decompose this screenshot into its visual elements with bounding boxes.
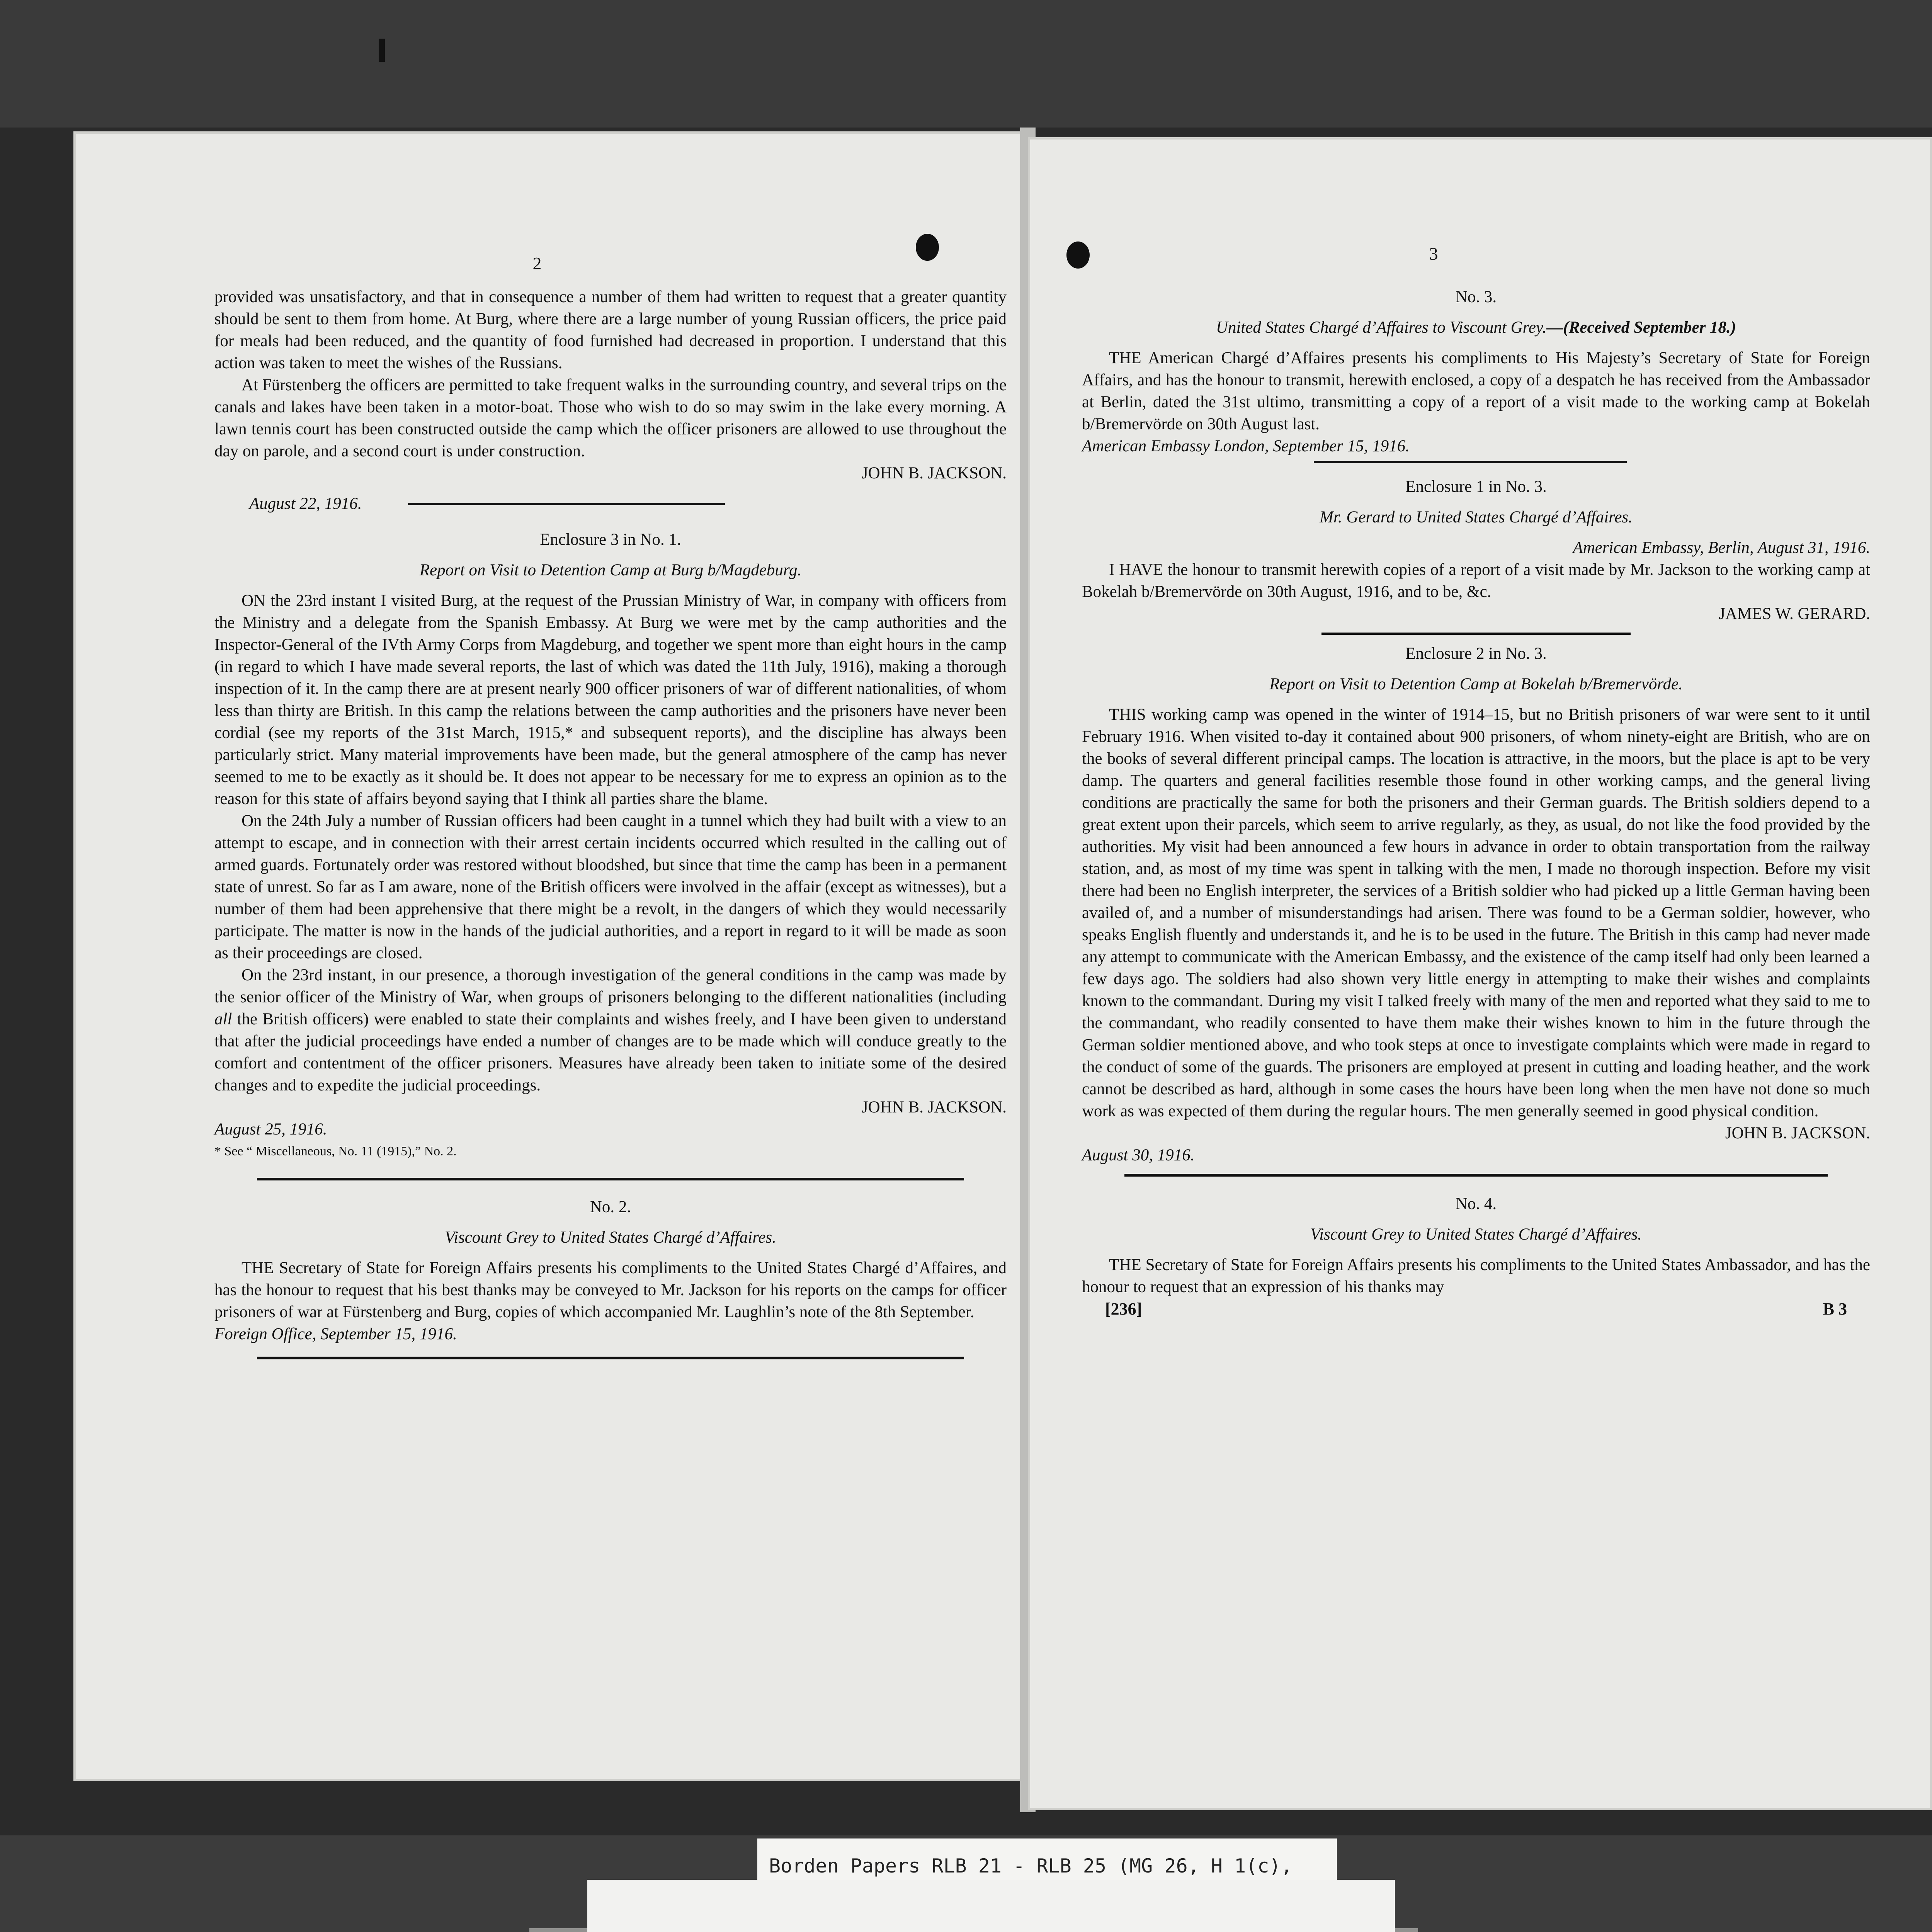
divider [1321, 633, 1631, 635]
label-line: Borden Papers RLB 21 - RLB 25 (MG 26, H 1(c), [769, 1855, 1293, 1877]
section-title: Mr. Gerard to United States Chargé d’Affaires. [1320, 508, 1633, 526]
divider [1314, 461, 1627, 463]
paragraph [214, 964, 1007, 1096]
section-title: Report on Visit to Detention Camp at Bokelah b/Bremervörde. [1269, 675, 1683, 693]
paragraph: I HAVE the honour to transmit herewith copies of a report of a visit made by Mr. Jackson to the working camp at Bokelah b/Bremervörde on 30th August, 1916, and to be, &c. [1082, 561, 1870, 601]
section-heading: Enclosure 2 in No. 3. [1405, 645, 1547, 663]
right-page [1028, 137, 1932, 1810]
paragraph: provided was unsatisfactory, and that in consequence a number of them had written to request that a greater quantity should be sent to them from home. At Burg, where there are a large number of young Russian officers, the price paid for meals had been reduced, and the quantity of food furnished had decreased in proportion. I understand that this action was taken to meet the wishes of the Russians. [214, 288, 1007, 372]
right-page-content [1082, 286, 1870, 1320]
section-title [1082, 316, 1870, 338]
date: American Embassy London, September 15, 1916. [1082, 437, 1410, 455]
signature: JOHN B. JACKSON. [861, 1098, 1007, 1116]
divider [1124, 1174, 1828, 1177]
section-title: Viscount Grey to United States Chargé d’Affaires. [1310, 1225, 1642, 1243]
section-heading: No. 2. [590, 1198, 631, 1216]
paragraph: ON the 23rd instant I visited Burg, at the request of the Prussian Ministry of War, in company with officers from the Ministry and a delegate from the Spanish Embassy. At Burg we were met by the camp authorities and the Inspector-General of the IVth Army Corps from Magdeburg, and together we spent more than eight hours in the camp (in regard to which I have made several reports, the last of which was dated the 11th July, 1916), making a thorough inspection of it. In the camp there are at present nearly 900 officer prisoners of war of different nationalities, of whom less than thirty are British. In this camp the relations between the camp authorities and the prisoners have never been cordial (see my reports of the 31st March, 1915,* and subsequent reports), and the discipline has always been particularly strict. Many material improvements have been made, but the general atmosphere of the camp has never seemed to me to be exactly as it should be. It does not appear to be necessary for me to express an opinion as to the reason for this state of affairs beyond saying that I think all parties share the blame. [214, 592, 1007, 808]
signature-mark: B 3 [1823, 1299, 1847, 1318]
section-title: Report on Visit to Detention Camp at Burg b/Magdeburg. [419, 561, 802, 579]
print-code: [236] [1105, 1299, 1142, 1318]
emphasis: all [214, 1010, 232, 1028]
paragraph: At Fürstenberg the officers are permitted to take frequent walks in the surrounding country, and several trips on the canals and lakes have been taken in a motor-boat. Those who wish to do so may swim in the lake every morning. A lawn tennis court has been constructed outside the camp which the officer prisoners are allowed to use throughout the day on parole, and a second court is under construction. [214, 376, 1007, 460]
section-heading: Enclosure 3 in No. 1. [540, 531, 681, 549]
paragraph: THE Secretary of State for Foreign Affairs presents his compliments to the United States Ambassador, and has the honour to request that an expression of his thanks may [1082, 1256, 1870, 1296]
paragraph: THE American Chargé d’Affaires presents his compliments to His Majesty’s Secretary of State for Foreign Affairs, and has the honour to transmit, herewith enclosed, a copy of a despatch he has received from the Ambassador at Berlin, dated the 31st ultimo, transmitting a copy of a report of a visit made to the working camp at Bokelah b/Bremervörde on 30th August last. [1082, 349, 1870, 433]
paragraph: On the 24th July a number of Russian officers had been caught in a tunnel which they had built with a view to an attempt to escape, and in connection with their arrest certain incidents occurred which resulted in the calling out of armed guards. Fortunately order was restored without bloodshed, but since that time the camp has been in a permanent state of unrest. So far as I am aware, none of the British officers were involved in the affair (except as witnesses), but a number of them had been apprehensive that there might be a revolt, in the dangers of which they would necessarily participate. The matter is now in the hands of the judicial authorities, and a report in regard to it will be made as soon as their proceedings are closed. [214, 812, 1007, 962]
page-number: 3 [1429, 244, 1438, 264]
date: August 22, 1916. [249, 495, 362, 513]
title-text: United States Chargé d’Affaires to Viscount Grey. [1216, 318, 1547, 337]
divider [408, 503, 725, 505]
section-heading: No. 4. [1455, 1195, 1497, 1213]
divider [257, 1357, 964, 1359]
paragraph-text: the British officers) were enabled to state their complaints and wishes freely, and I have been given to understand that after the judicial proceedings have ended a number of changes are to be made which will conduce greatly to the comfort and contentment of the officer prisoners. Measures have already been taken to initiate some of the desired changes and to expedite the judicial proceedings. [214, 1010, 1007, 1094]
place-date: American Embassy, Berlin, August 31, 1916. [1573, 539, 1870, 557]
date: Foreign Office, September 15, 1916. [214, 1325, 457, 1343]
background-top [0, 0, 1932, 128]
divider [257, 1178, 964, 1180]
paragraph-text: On the 23rd instant, in our presence, a thorough investigation of the general conditions in the camp was made by the senior officer of the Ministry of War, when groups of prisoners belonging to the different nationalities (including [214, 966, 1007, 1006]
punch-hole [916, 234, 939, 261]
received-note: —(Received September 18.) [1546, 318, 1736, 337]
archive-card [587, 1880, 1395, 1932]
corner-mark [379, 39, 385, 62]
page-footer [1105, 1298, 1847, 1320]
signature: JAMES W. GERARD. [1719, 605, 1870, 623]
page-number: 2 [532, 253, 542, 273]
signature: JOHN B. JACKSON. [861, 464, 1007, 482]
signature: JOHN B. JACKSON. [1725, 1124, 1870, 1142]
date: August 25, 1916. [214, 1120, 327, 1138]
section-title: Viscount Grey to United States Chargé d’Affaires. [445, 1228, 776, 1247]
paragraph: THIS working camp was opened in the winter of 1914–15, but no British prisoners of war were sent to it until February 1916. When visited to-day it contained about 900 prisoners, of whom ninety-eight are British, who are on the books of several different principal camps. The location is attractive, in the moors, but the place is apt to be very damp. The quarters and general facilities resemble those found in other working camps, and the general living conditions are practically the same for both the prisoners and their German guards. The British soldiers depend to a great extent upon their parcels, which seem to arrive regularly, as they, as usual, do not like the food provided by the authorities. My visit had been announced a few hours in advance in order to obtain transportation from the railway station, and, as most of my time was spent in talking with the men, I made no thorough inspection. Before my visit there had been no English interpreter, the services of a British soldier who had picked up a little German having been availed of, and a number of misunderstandings had arisen. There was found to be a German soldier, however, who speaks English fluently and understands it, and he is to be used in the future. The British in this camp had never made any attempt to communicate with the American Embassy, and the existence of the camp itself had only been learned a few days ago. The soldiers had also shown very little energy in attempting to make their wishes and complaints known to the commandant. During my visit I talked freely with many of the men and reported what they said to me to the commandant, who readily consented to have them make their wishes known to him in the future through the German soldier mentioned above, and who took steps at once to investigate complaints which were made in regard to the conduct of some of the guards. The prisoners are employed at present in cutting and loading heather, and the work cannot be described as hard, although in some cases the hours have been long when the men have not done so much work as was expected of them during the regular hours. The men generally seemed in good physical condition. [1082, 706, 1870, 1120]
section-heading: Enclosure 1 in No. 3. [1405, 478, 1547, 496]
left-page-content [214, 286, 1007, 1371]
left-page [73, 131, 1024, 1781]
date: August 30, 1916. [1082, 1146, 1195, 1164]
footnote: * See “ Miscellaneous, No. 11 (1915),” No. 2. [214, 1144, 457, 1158]
paragraph: THE Secretary of State for Foreign Affairs presents his compliments to the United States Chargé d’Affaires, and has the honour to request that his best thanks may be conveyed to Mr. Jackson for his reports on the camps for officer prisoners of war at Fürstenberg and Burg, copies of which accompanied Mr. Laughlin’s note of the 8th September. [214, 1259, 1007, 1321]
punch-hole [1066, 242, 1090, 269]
section-heading: No. 3. [1455, 288, 1497, 306]
